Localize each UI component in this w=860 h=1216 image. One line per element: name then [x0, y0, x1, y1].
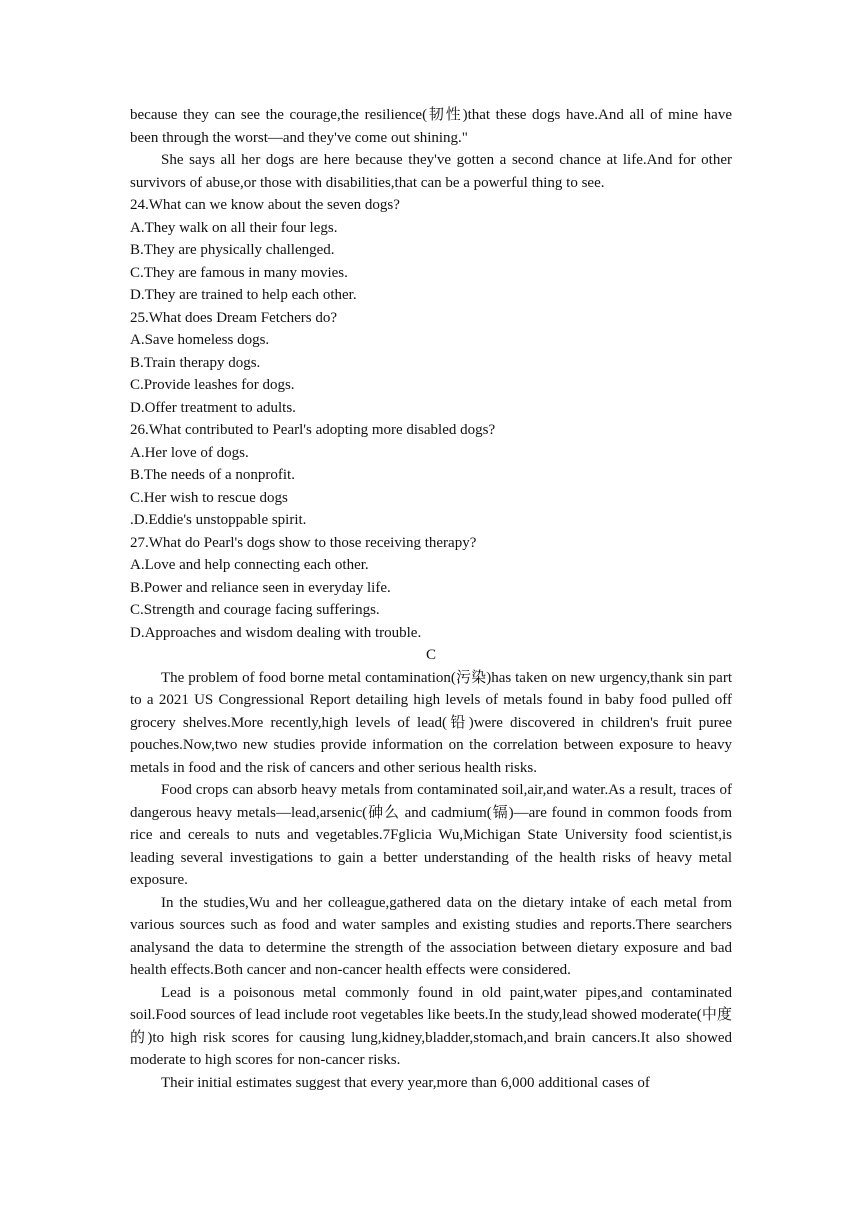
document-body — [130, 104, 732, 1094]
question-24 — [130, 194, 732, 307]
section-c-paragraph-3: In the studies,Wu and her colleague,gathered data on the dietary intake of each metal from various sources such as food and water samples and existing studies and reports.There searchers analysand the data to determine the strength of the association between dietary exposure and bad health effects.Both cancer and non-cancer health effects were considered. — [130, 894, 732, 978]
option-b: B.Power and reliance seen in everyday life. — [130, 579, 391, 596]
section-c-paragraph-4: Lead is a poisonous metal commonly found in old paint,water pipes,and contaminated soil.Food sources of lead include root vegetables like beets.In the study,lead showed moderate(中度的)to high risk scores for causing lung,kidney,bladder,stomach,and brain cancers.It also showed moderate to high scores for non-cancer risks. — [130, 984, 732, 1068]
option-b: B.The needs of a nonprofit. — [130, 467, 295, 483]
question-26 — [130, 419, 732, 532]
question-27 — [130, 532, 732, 645]
option-a: A.They walk on all their four legs. — [130, 219, 338, 236]
section-c-paragraph-1: The problem of food borne metal contamination(污染)has taken on new urgency,thank sin part to a 2021 US Congressional Report detailing high levels of metals found in baby food pulled off grocery shelves.More recently,high levels of lead(铅)were discovered in children's fruit puree pouches.Now,two new studies provide information on the correlation between exposure to heavy metals in food and the risk of cancers and other serious health risks. — [130, 669, 732, 776]
question-stem: 24.What can we know about the seven dogs? — [130, 197, 400, 213]
option-a: A.Save homeless dogs. — [130, 332, 270, 348]
option-a: A.Her love of dogs. — [130, 444, 249, 461]
section-c-paragraph-2: Food crops can absorb heavy metals from contaminated soil,air,and water.As a result, traces of dangerous heavy metals—lead,arsenic(砷么 and cadmium(镉)—are found in common foods from rice and cereals to nuts and vegetables.7Fglicia Wu,Michigan State University food scientist,is leading several investigations to gain a better understanding of the health risks of heavy metal exposure. — [130, 782, 732, 888]
option-a: A.Love and help connecting each other. — [130, 557, 369, 573]
passage-b-paragraph-1: because they can see the courage,the resilience(韧性)that these dogs have.And all of mine have been through the worst—and they've come out shining." — [130, 107, 732, 146]
section-c-paragraph-5: Their initial estimates suggest that every year,more than 6,000 additional cases of — [161, 1074, 650, 1091]
option-c: C.Her wish to rescue dogs — [130, 489, 288, 506]
option-c: C.Strength and courage facing sufferings. — [130, 602, 380, 618]
section-c-title: C — [425, 647, 436, 663]
option-d: .D.Eddie's unstoppable spirit. — [130, 512, 307, 528]
option-c: C.Provide leashes for dogs. — [130, 377, 295, 393]
option-d: D.Offer treatment to adults. — [130, 399, 296, 416]
option-c: C.They are famous in many movies. — [130, 264, 348, 281]
option-d: D.They are trained to help each other. — [130, 287, 357, 303]
question-stem: 27.What do Pearl's dogs show to those receiving therapy? — [130, 534, 477, 551]
question-25 — [130, 307, 732, 420]
question-stem: 26.What contributed to Pearl's adopting more disabled dogs? — [130, 422, 496, 438]
question-stem: 25.What does Dream Fetchers do? — [130, 309, 338, 326]
passage-b-paragraph-2: She says all her dogs are here because they've gotten a second chance at life.And for other survivors of abuse,or those with disabilities,that can be a powerful thing to see. — [130, 152, 732, 191]
option-b: B.They are physically challenged. — [130, 242, 335, 258]
option-d: D.Approaches and wisdom dealing with trouble. — [130, 624, 422, 641]
option-b: B.Train therapy dogs. — [130, 354, 261, 371]
